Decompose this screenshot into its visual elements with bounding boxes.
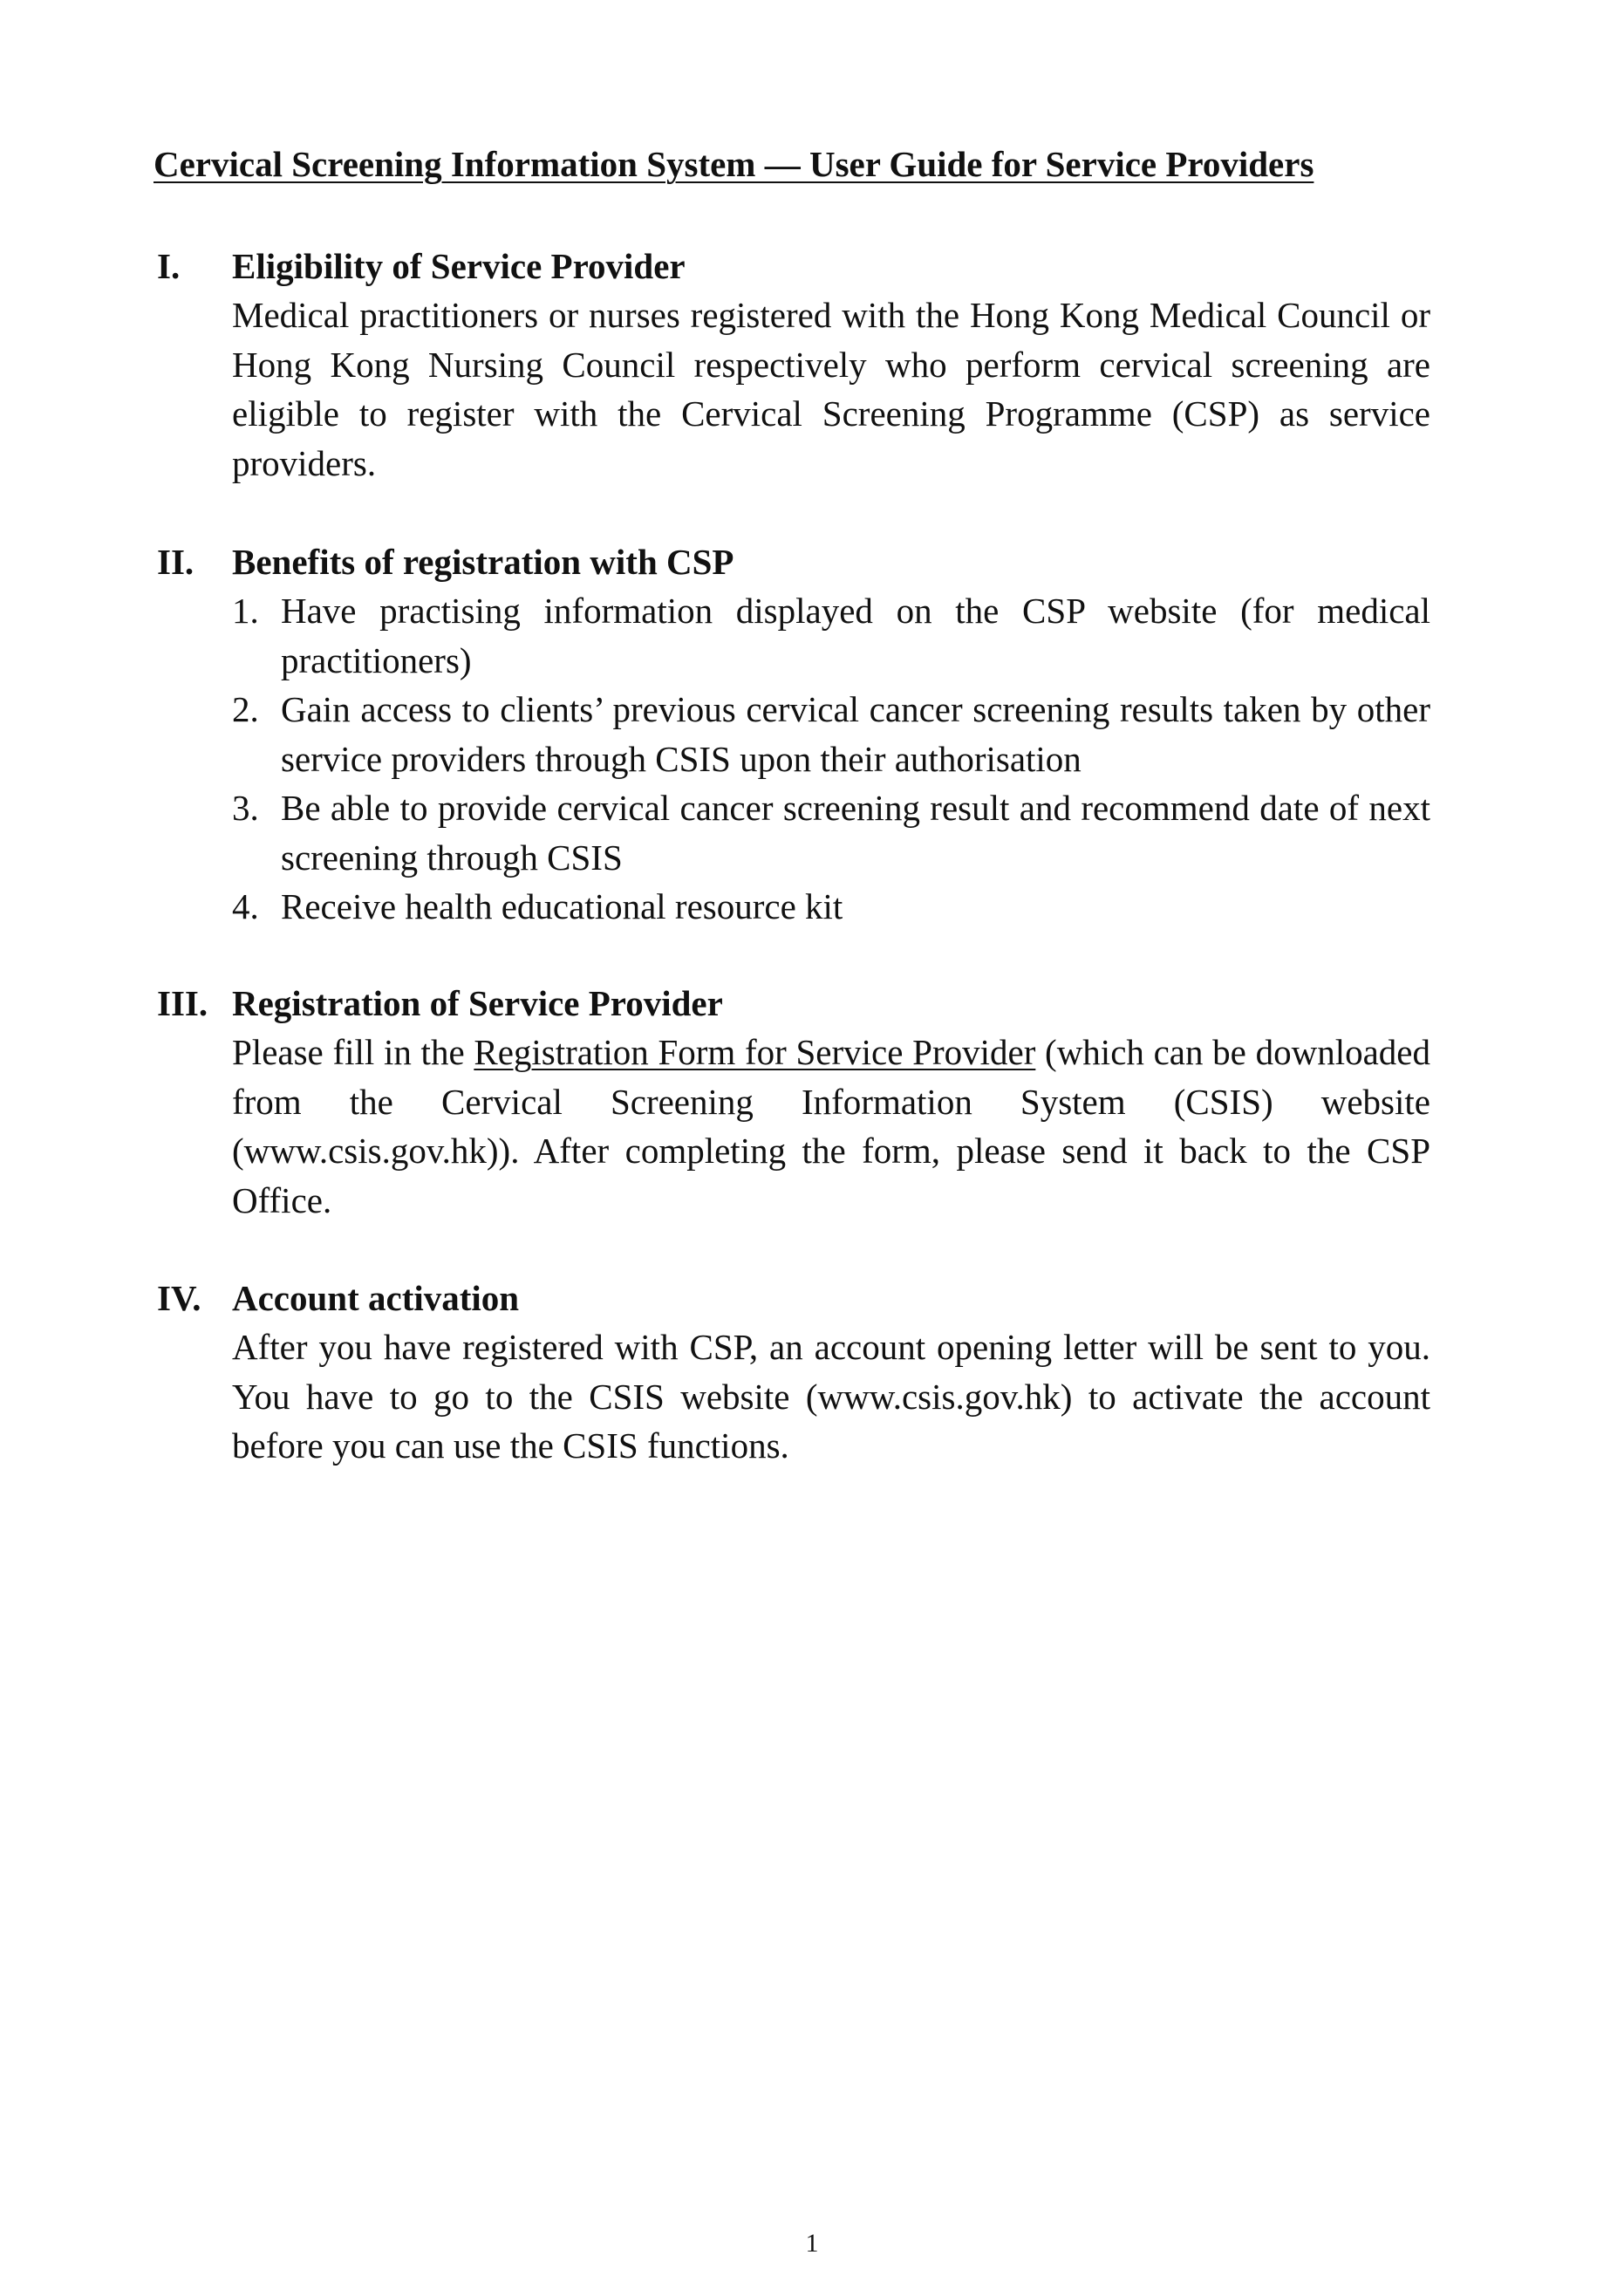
section-number: III. [157,983,208,1023]
section-benefits [157,537,1430,932]
registration-form-link[interactable]: Registration Form for Service Provider [474,1032,1036,1072]
section-number: IV. [157,1278,201,1318]
list-item-number: 3. [232,788,259,828]
section-body [232,1028,1430,1225]
list-item-text: Have practising information displayed on the CSP website (for medical practitioners) [281,591,1430,680]
list-item [232,783,1430,882]
section-number: I. [157,246,181,286]
section-heading [157,979,1430,1028]
list-item-number: 4. [232,886,259,926]
section-account-activation [157,1274,1430,1471]
list-item-number: 2. [232,689,259,729]
section-eligibility [157,242,1430,488]
list-item-text: Be able to provide cervical cancer screening result and recommend date of next screening through CSIS [281,788,1430,878]
section-number: II. [157,542,194,582]
list-item [232,586,1430,685]
benefits-list [232,586,1430,932]
list-item [232,882,1430,932]
list-item-text: Receive health educational resource kit [281,886,843,926]
section-heading [157,537,1430,586]
section-heading [157,242,1430,290]
page-number: 1 [805,2229,819,2258]
body-text-pre: Please fill in the [232,1032,474,1072]
section-body: Medical practitioners or nurses registered with the Hong Kong Medical Council or Hong Kong Nursing Council respectively who perform cervical screening are eligible to register with the Cervical Screening Programme (CSP) as service providers. [232,295,1430,483]
section-body: After you have registered with CSP, an account opening letter will be sent to you. You have to go to the CSIS website (www.csis.gov.hk) to activate the account before you can use the CSIS functions. [232,1327,1430,1466]
section-heading [157,1274,1430,1322]
document-title: Cervical Screening Information System — User Guide for Service Providers [154,144,1314,184]
body-text-post: (which can be downloaded from the Cervical Screening Information System (CSIS) website (www.csis.gov.hk)). After completing the form, please send it back to the CSP Office. [232,1032,1430,1220]
section-title: Benefits of registration with CSP [232,542,734,582]
list-item-number: 1. [232,591,259,631]
section-title: Account activation [232,1278,520,1318]
section-registration [157,979,1430,1225]
section-title: Eligibility of Service Provider [232,246,686,286]
list-item-text: Gain access to clients’ previous cervical cancer screening results taken by other service providers through CSIS upon their authorisation [281,689,1430,779]
section-title: Registration of Service Provider [232,983,723,1023]
list-item [232,685,1430,783]
